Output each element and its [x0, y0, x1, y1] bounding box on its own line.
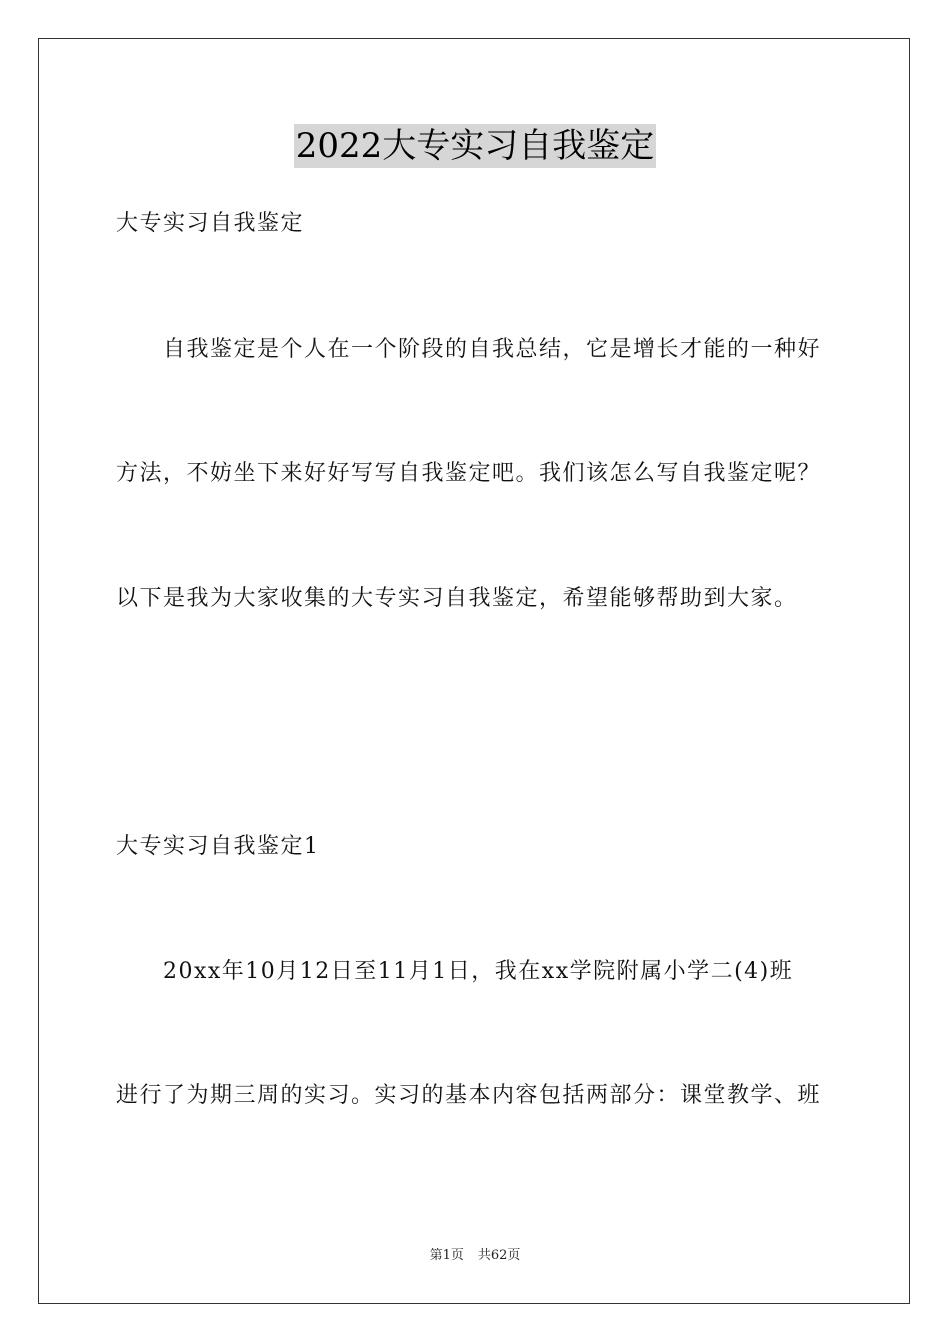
paragraph-1-line-1: 自我鉴定是个人在一个阶段的自我总结，它是增长才能的一种好 — [163, 337, 822, 362]
document-subtitle: 大专实习自我鉴定 — [116, 211, 305, 236]
page-footer — [0, 1247, 950, 1265]
paragraph-2-line-1: 20xx年10月12日至11月1日，我在xx学院附属小学二(4)班 — [163, 959, 794, 984]
paragraph-1-line-3: 以下是我为大家收集的大专实习自我鉴定，希望能够帮助到大家。 — [116, 586, 798, 611]
section-heading: 大专实习自我鉴定1 — [116, 834, 320, 859]
document-title: 2022大专实习自我鉴定 — [295, 126, 655, 166]
paragraph-1-line-2: 方法，不妨坐下来好好写写自我鉴定吧。我们该怎么写自我鉴定呢？ — [116, 461, 822, 486]
paragraph-2-line-2: 进行了为期三周的实习。实习的基本内容包括两部分：课堂教学、班 — [116, 1083, 822, 1108]
page-number: 第1页 — [429, 1248, 464, 1263]
title-container — [0, 124, 950, 168]
total-pages: 共62页 — [477, 1248, 521, 1263]
